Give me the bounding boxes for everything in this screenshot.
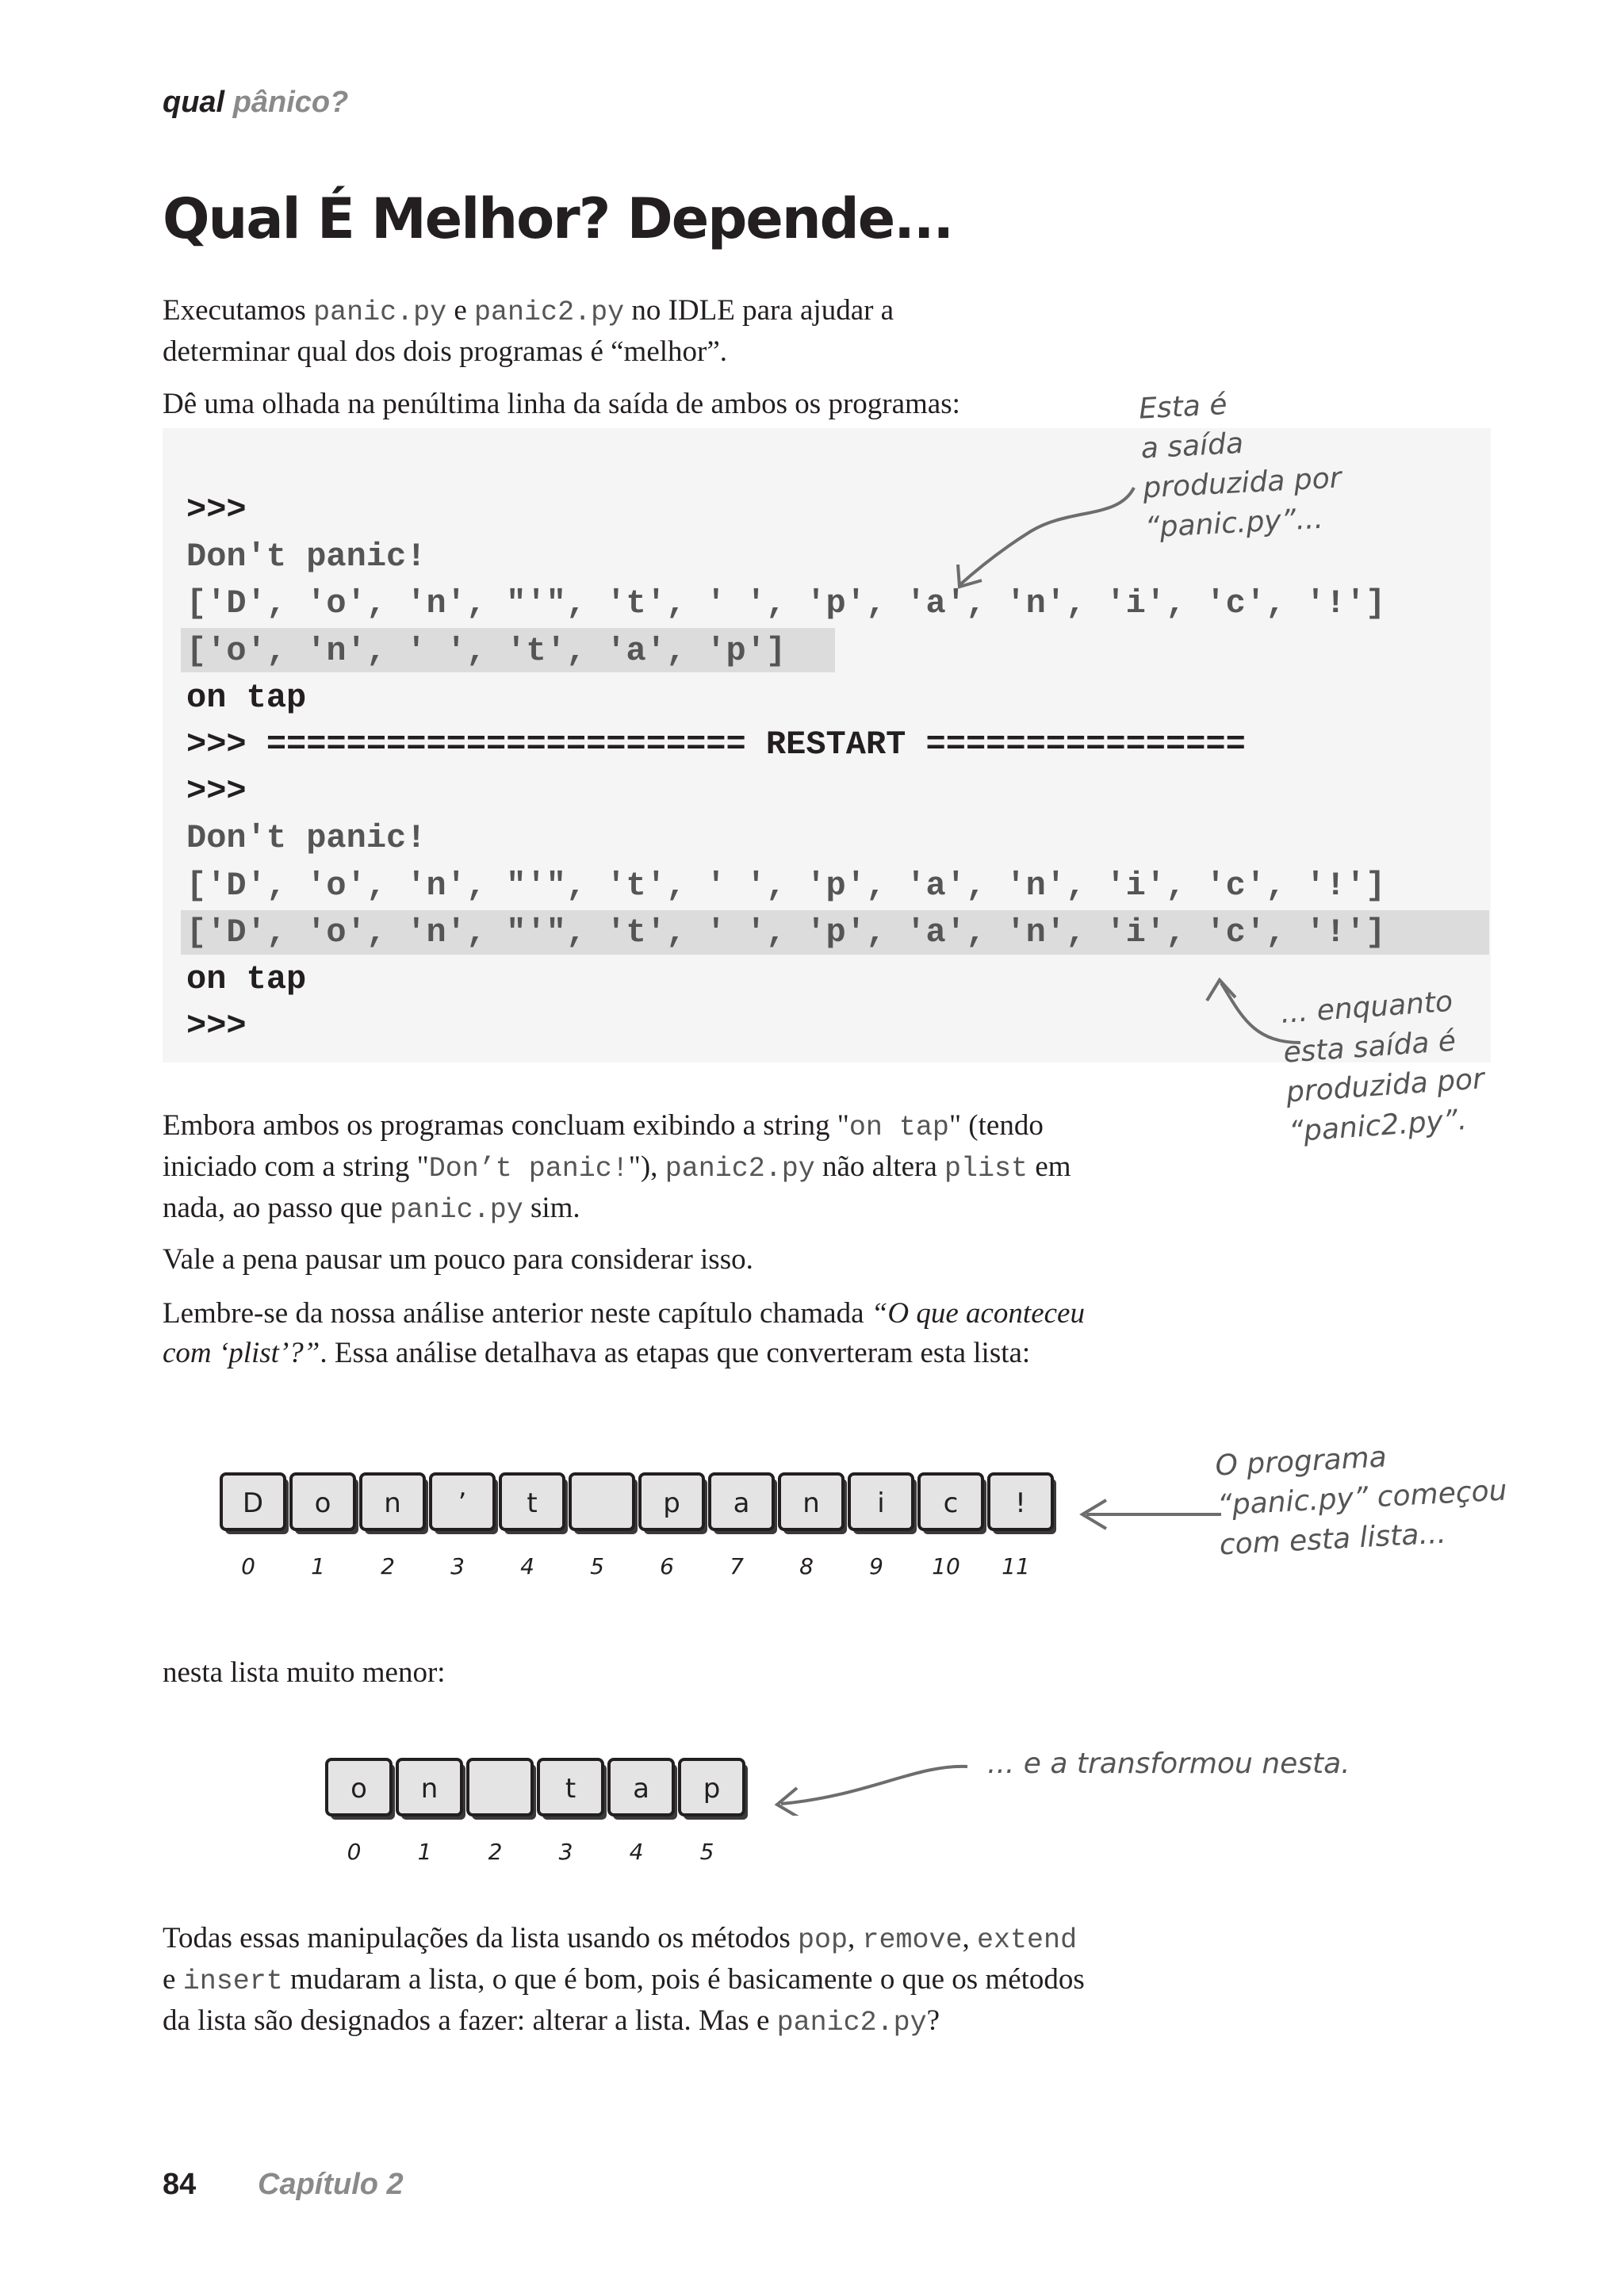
text: Embora ambos os programas concluam exibindo a string " [163,1109,849,1142]
arrow-icon [944,476,1150,595]
shell-line: Don't panic! [186,538,427,576]
text: Lembre-se da nossa análise anterior neste capítulo chamada [163,1297,871,1330]
text: "), [628,1150,665,1183]
list-cell-value: o [350,1773,367,1805]
header-bold: qual [163,86,225,119]
text: da lista são designados a fazer: alterar a lista. Mas e [163,2004,777,2037]
body-paragraph-4: nesta lista muito menor: [163,1656,446,1689]
code-extend: extend [977,1924,1078,1956]
annotation-line: esta saída é [1282,1024,1457,1070]
shell-line: ['o', 'n', ' ', 't', 'a', 'p'] [186,632,787,670]
shell-line: ['D', 'o', 'n', "'", 't', ' ', 'p', 'a', 'n', 'i', 'c', '!'] [186,867,1386,905]
annotation-panic-output [1138,380,1344,549]
text-italic: “O que aconteceu [871,1297,1085,1330]
list-cell-value: i [877,1487,885,1519]
annotation-line: O programa [1214,1441,1388,1483]
arrow-icon [1197,967,1308,1062]
annotation-line: a saída [1139,427,1244,465]
list-diagram-on-tap [324,1756,768,1879]
text: e [446,294,475,327]
chapter-label: Capítulo 2 [258,2168,404,2201]
text: ? [926,2004,940,2037]
list-index: 4 [520,1553,534,1579]
arrow-icon [757,1752,979,1816]
list-cell-value: a [633,1773,649,1805]
list-index: 0 [347,1839,362,1865]
list-cell-value: ’ [458,1487,467,1519]
list-cell-value: n [384,1487,401,1519]
list-diagram-dont-panic [218,1471,1074,1594]
annotation-line: “panic.py” começou [1216,1474,1508,1522]
list-index: 10 [932,1553,960,1579]
annotation-line: “panic.py”... [1143,502,1324,545]
code-on-tap: on tap [848,1112,949,1143]
text: " (tendo [948,1109,1044,1142]
page-title: Qual É Melhor? Depende... [163,186,953,251]
body-paragraph-2: Vale a pena pausar um pouco para considerar isso. [163,1243,753,1276]
text: em [1028,1150,1071,1183]
list-index: 0 [241,1553,255,1579]
list-index: 1 [417,1839,432,1865]
code-panic2: panic2.py [665,1153,815,1185]
list-index: 2 [488,1839,503,1865]
shell-line: on tap [186,960,307,998]
body-paragraph-1 [163,1106,1289,1230]
shell-line: on tap [186,679,307,717]
text: iniciado com a string " [163,1150,429,1183]
shell-line: ['D', 'o', 'n', "'", 't', ' ', 'p', 'a', 'n', 'i', 'c', '!'] [186,584,1386,622]
list-index: 4 [629,1839,644,1865]
text: , [848,1922,863,1954]
annotation-line: Esta é [1138,388,1228,426]
list-cell-value: c [943,1487,959,1519]
list-index: 8 [799,1553,814,1579]
text: Executamos [163,294,314,327]
code-panic: panic.py [389,1194,523,1226]
annotation-line: com esta lista... [1218,1517,1447,1562]
shell-line: >>> ======================== RESTART ================ [186,725,1246,764]
text: Todas essas manipulações da lista usando os métodos [163,1922,798,1954]
code-remove: remove [862,1924,963,1956]
list-index: 1 [311,1553,325,1579]
text: nada, ao passo que [163,1192,390,1224]
text: sim. [523,1192,580,1224]
list-cell-value: a [733,1487,750,1519]
shell-line: ['D', 'o', 'n', "'", 't', ' ', 'p', 'a', 'n', 'i', 'c', '!'] [186,913,1386,951]
list-index: 3 [450,1553,465,1579]
arrow-icon [1071,1491,1229,1538]
shell-line: Don't panic! [186,819,427,857]
page-number: 84 [163,2168,197,2201]
list-index: 2 [381,1553,395,1579]
list-cell-value: n [802,1487,820,1519]
shell-line: >>> [186,1007,247,1045]
code-pop: pop [798,1924,848,1956]
annotation-line: produzida por [1285,1062,1486,1109]
header-rest: pânico? [232,86,349,119]
text: no IDLE para ajudar a [624,294,894,327]
text: . Essa análise detalhava as etapas que converteram esta lista: [320,1337,1031,1369]
text-italic: com ‘plist’?” [163,1337,320,1369]
intro-paragraph [163,291,1233,372]
list-index: 3 [558,1839,573,1865]
running-header [163,86,348,120]
list-cell [570,1474,634,1529]
annotation-line: “panic2.py”. [1288,1103,1469,1149]
text: , [962,1922,978,1954]
annotation-panic-start [1214,1432,1510,1566]
list-boxes [324,1756,768,1875]
list-index: 9 [869,1553,883,1579]
list-index: 6 [660,1553,674,1579]
shell-line: >>> [186,772,247,810]
list-cell-value: t [565,1773,576,1805]
text: e [163,1963,183,1996]
list-cell-value: D [242,1487,264,1519]
annotation-line: ... enquanto [1279,985,1454,1030]
code-dont-panic: Don’t panic! [428,1153,629,1185]
text: determinar qual dos dois programas é “melhor”. [163,335,728,368]
text: não altera [814,1150,945,1183]
list-index: 11 [1002,1553,1030,1579]
list-cell-value: p [703,1773,721,1805]
annotation-panic2-output [1279,981,1488,1153]
code-panic2: panic2.py [776,2007,927,2038]
intro-paragraph-2: Dê uma olhada na penúltima linha da saída de ambos os programas: [163,388,960,420]
list-cell-value: n [420,1773,439,1805]
code-panic: panic.py [313,297,447,328]
shell-line: >>> [186,491,247,529]
annotation-line: produzida por [1142,461,1342,505]
code-plist: plist [944,1153,1028,1185]
list-cell [468,1759,532,1815]
code-insert: insert [182,1966,283,1997]
body-paragraph-5 [163,1919,1289,2042]
annotation-transformed: ... e a transformou nesta. [987,1748,1350,1780]
list-cell-value: t [527,1487,538,1519]
list-cell-value: ! [1015,1487,1026,1519]
list-index: 5 [590,1553,604,1579]
code-panic2: panic2.py [474,297,625,328]
list-boxes [218,1471,1074,1590]
list-index: 7 [730,1553,744,1579]
body-paragraph-3 [163,1294,1289,1373]
list-cell-value: o [314,1487,331,1519]
text: mudaram a lista, o que é bom, pois é basicamente o que os métodos [282,1963,1085,1996]
list-cell-value: p [663,1487,680,1519]
list-index: 5 [699,1839,714,1865]
